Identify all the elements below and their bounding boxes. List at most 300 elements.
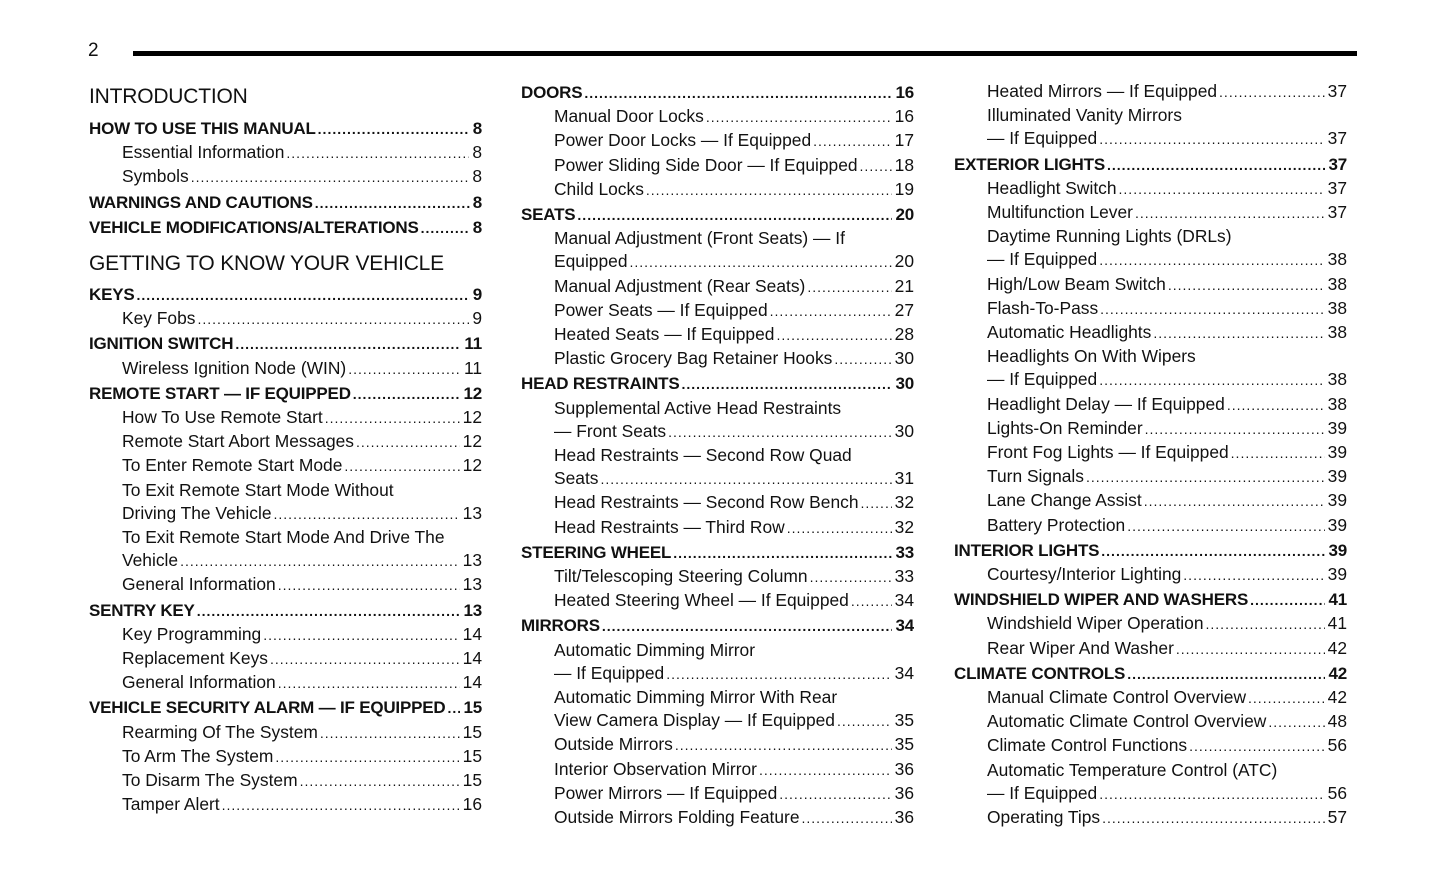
toc-entry-label: Manual Adjustment (Rear Seats)	[554, 275, 806, 296]
toc-subsection-entry[interactable]	[954, 806, 1347, 830]
toc-section-entry[interactable]	[521, 372, 914, 396]
toc-page-number: 14	[462, 623, 482, 644]
toc-entry-label: Essential Information	[122, 142, 285, 163]
toc-page-number: 16	[462, 794, 482, 815]
toc-page-number: 48	[1327, 711, 1347, 732]
toc-page-number: 30	[894, 420, 914, 441]
toc-page-number: 34	[894, 590, 914, 611]
toc-dot-leader	[602, 615, 893, 638]
toc-page-number: 42	[1327, 637, 1347, 658]
toc-dot-leader	[1248, 687, 1325, 710]
toc-page-number: 39	[1327, 466, 1347, 487]
toc-subsection-entry[interactable]	[521, 639, 914, 662]
toc-subsection-entry[interactable]	[521, 782, 914, 806]
toc-subsection-entry[interactable]	[521, 420, 914, 444]
toc-dot-leader	[300, 770, 460, 793]
toc-page-number: 56	[1327, 735, 1347, 756]
toc-subsection-entry[interactable]	[89, 307, 482, 331]
toc-entry-label: INTERIOR LIGHTS	[954, 540, 1100, 560]
toc-dot-leader	[1135, 202, 1325, 225]
toc-subsection-entry[interactable]	[954, 759, 1347, 782]
toc-dot-leader	[263, 624, 459, 647]
toc-entry-label: General Information	[122, 672, 276, 693]
toc-entry-label: DOORS	[521, 83, 583, 102]
toc-column-2	[521, 80, 914, 830]
toc-entry-label: — If Equipped	[987, 128, 1098, 149]
toc-page-number: 11	[464, 334, 482, 354]
toc-dot-leader	[770, 300, 892, 323]
toc-dot-leader	[197, 600, 461, 623]
toc-page-number: 38	[1327, 297, 1347, 318]
toc-page-number: 15	[462, 770, 482, 791]
toc-dot-leader	[851, 590, 892, 613]
toc-entry-label: Power Sliding Side Door — If Equipped	[554, 154, 858, 175]
toc-entry-label: KEYS	[89, 285, 135, 305]
toc-dot-leader	[356, 431, 460, 454]
toc-entry-label: Climate Control Functions	[987, 735, 1188, 756]
toc-entry-label: Rear Wiper And Washer	[987, 637, 1174, 658]
toc-dot-leader	[275, 746, 459, 769]
toc-page-number: 21	[894, 275, 914, 296]
toc-subsection-entry[interactable]	[521, 227, 914, 250]
toc-dot-leader	[1268, 711, 1324, 734]
toc-entry-label: Headlight Delay — If Equipped	[987, 393, 1225, 414]
toc-entry-label: HEAD RESTRAINTS	[521, 374, 680, 394]
toc-section-entry[interactable]	[521, 614, 914, 638]
toc-subsection-entry[interactable]	[521, 397, 914, 420]
toc-dot-leader	[787, 517, 892, 540]
toc-entry-label: Symbols	[122, 166, 189, 187]
toc-subsection-entry[interactable]	[954, 345, 1347, 368]
toc-page-number: 38	[1327, 249, 1347, 270]
toc-page-number: 18	[894, 154, 914, 175]
toc-entry-label: WINDSHIELD WIPER AND WASHERS	[954, 590, 1249, 610]
toc-subsection-entry[interactable]	[954, 248, 1347, 272]
toc-dot-leader	[1183, 564, 1324, 587]
toc-dot-leader	[1099, 369, 1324, 392]
toc-subsection-entry[interactable]	[89, 479, 482, 502]
toc-subsection-entry[interactable]	[89, 406, 482, 430]
toc-chapter-heading: GETTING TO KNOW YOUR VEHICLE	[89, 252, 444, 276]
toc-dot-leader	[1189, 735, 1325, 758]
toc-subsection-entry[interactable]	[89, 793, 482, 817]
header-rule	[133, 51, 1357, 56]
toc-dot-leader	[274, 503, 460, 526]
toc-entry-label: How To Use Remote Start	[122, 407, 323, 428]
toc-dot-leader	[197, 308, 469, 331]
toc-subsection-entry[interactable]	[89, 549, 482, 573]
toc-page-number: 39	[1327, 417, 1347, 438]
toc-dot-leader	[180, 550, 460, 573]
toc-subsection-entry[interactable]	[954, 177, 1347, 201]
toc-dot-leader	[1127, 515, 1324, 538]
toc-dot-leader	[1227, 394, 1325, 417]
toc-section-entry[interactable]	[89, 191, 482, 215]
toc-subsection-entry[interactable]	[89, 769, 482, 793]
toc-entry-label: Lights-On Reminder	[987, 417, 1143, 438]
toc-page-number: 13	[462, 574, 482, 595]
toc-page-number: 12	[462, 431, 482, 452]
toc-entry-label: Rearming Of The System	[122, 721, 318, 742]
toc-entry-label: Vehicle	[122, 550, 179, 571]
toc-page-number: 20	[894, 251, 914, 272]
toc-subsection-entry[interactable]	[89, 454, 482, 478]
toc-page-number: 32	[894, 492, 914, 513]
toc-subsection-entry[interactable]	[521, 105, 914, 129]
toc-dot-leader	[630, 251, 892, 274]
toc-entry-label: Turn Signals	[987, 466, 1084, 487]
toc-dot-leader	[191, 166, 470, 189]
toc-entry-label: Automatic Climate Control Overview	[987, 711, 1267, 732]
toc-page-number: 15	[463, 698, 482, 718]
toc-subsection-entry[interactable]	[89, 573, 482, 597]
toc-page-number: 41	[1328, 590, 1347, 610]
toc-subsection-entry[interactable]	[954, 80, 1347, 104]
toc-subsection-entry[interactable]	[89, 430, 482, 454]
toc-subsection-entry[interactable]	[521, 444, 914, 467]
toc-entry-label: Key Fobs	[122, 308, 196, 329]
toc-page-number: 8	[472, 166, 482, 187]
toc-entry-label: Seats	[554, 468, 599, 489]
toc-column-3	[954, 80, 1347, 830]
toc-entry-label: Illuminated Vanity Mirrors	[987, 105, 1182, 126]
toc-dot-leader	[1100, 298, 1325, 321]
toc-subsection-entry[interactable]	[89, 526, 482, 549]
toc-dot-leader	[1099, 783, 1324, 806]
toc-entry-label: Plastic Grocery Bag Retainer Hooks	[554, 348, 833, 369]
toc-subsection-entry[interactable]	[954, 637, 1347, 661]
toc-dot-leader	[278, 672, 460, 695]
toc-entry-label: Head Restraints — Second Row Quad	[554, 445, 852, 466]
toc-subsection-entry[interactable]	[954, 273, 1347, 297]
toc-subsection-entry[interactable]	[954, 201, 1347, 225]
toc-entry-label: Power Seats — If Equipped	[554, 299, 768, 320]
toc-subsection-entry[interactable]	[521, 250, 914, 274]
toc-page-number: 42	[1327, 687, 1347, 708]
toc-page-number: 13	[462, 502, 482, 523]
toc-entry-label: To Exit Remote Start Mode And Drive The	[122, 527, 445, 548]
toc-dot-leader	[1119, 178, 1325, 201]
toc-entry-label: Equipped	[554, 251, 628, 272]
toc-entry-label: Manual Door Locks	[554, 106, 704, 127]
toc-page-number: 20	[895, 205, 914, 225]
toc-subsection-entry[interactable]	[521, 516, 914, 540]
toc-dot-leader	[447, 697, 460, 720]
toc-page-number: 16	[895, 83, 914, 102]
toc-subsection-entry[interactable]	[89, 623, 482, 647]
toc-section-entry[interactable]	[954, 662, 1347, 686]
toc-entry-label: EXTERIOR LIGHTS	[954, 154, 1105, 174]
toc-dot-leader	[834, 348, 891, 371]
toc-subsection-entry[interactable]	[521, 347, 914, 371]
toc-section-entry[interactable]	[521, 541, 914, 565]
toc-entry-label: General Information	[122, 574, 276, 595]
toc-page-number: 35	[894, 734, 914, 755]
toc-subsection-entry[interactable]	[521, 178, 914, 202]
toc-subsection-entry[interactable]	[521, 491, 914, 515]
toc-subsection-entry[interactable]	[521, 758, 914, 782]
toc-dot-leader	[1231, 442, 1325, 465]
toc-dot-leader	[776, 324, 891, 347]
toc-subsection-entry[interactable]	[89, 745, 482, 769]
toc-entry-label: REMOTE START — IF EQUIPPED	[89, 383, 351, 403]
toc-subsection-entry[interactable]	[521, 154, 914, 178]
toc-page-number: 30	[894, 348, 914, 369]
toc-dot-leader	[813, 130, 892, 153]
toc-subsection-entry[interactable]	[89, 502, 482, 526]
toc-page-number: 38	[1327, 369, 1347, 390]
toc-subsection-entry[interactable]	[521, 589, 914, 613]
toc-subsection-entry[interactable]	[954, 368, 1347, 392]
toc-entry-label: Heated Seats — If Equipped	[554, 324, 775, 345]
toc-subsection-entry[interactable]	[954, 489, 1347, 513]
toc-entry-label: Headlight Switch	[987, 177, 1117, 198]
toc-dot-leader	[584, 82, 892, 105]
toc-dot-leader	[320, 722, 460, 745]
toc-subsection-entry[interactable]	[89, 141, 482, 165]
toc-subsection-entry[interactable]	[954, 441, 1347, 465]
toc-dot-leader	[860, 155, 892, 178]
toc-entry-label: STEERING WHEEL	[521, 542, 672, 562]
toc-subsection-entry[interactable]	[954, 563, 1347, 587]
toc-page-number: 12	[463, 383, 482, 403]
toc-entry-label: Flash-To-Pass	[987, 297, 1099, 318]
toc-section-entry[interactable]	[521, 203, 914, 227]
toc-entry-label: High/Low Beam Switch	[987, 273, 1166, 294]
toc-page-number: 8	[472, 192, 482, 212]
toc-subsection-entry[interactable]	[89, 671, 482, 695]
toc-entry-label: Remote Start Abort Messages	[122, 431, 354, 452]
toc-subsection-entry[interactable]	[954, 734, 1347, 758]
toc-dot-leader	[222, 794, 460, 817]
toc-page-number: 41	[1327, 613, 1347, 634]
toc-section-entry[interactable]	[89, 117, 482, 141]
toc-entry-label: Outside Mirrors	[554, 734, 673, 755]
toc-section-entry[interactable]	[89, 332, 482, 356]
toc-dot-leader	[666, 663, 891, 686]
toc-dot-leader	[577, 204, 892, 227]
toc-dot-leader	[325, 407, 460, 430]
toc-subsection-entry[interactable]	[521, 662, 914, 686]
toc-dot-leader	[1086, 466, 1325, 489]
toc-subsection-entry[interactable]	[954, 782, 1347, 806]
toc-page-number: 30	[895, 374, 914, 394]
toc-entry-label: Front Fog Lights — If Equipped	[987, 442, 1229, 463]
toc-entry-label: — If Equipped	[987, 249, 1098, 270]
toc-page-number: 12	[462, 455, 482, 476]
toc-page-number: 36	[894, 782, 914, 803]
toc-entry-label: Head Restraints — Third Row	[554, 516, 785, 537]
toc-dot-leader	[1219, 81, 1325, 104]
toc-page-number: 17	[894, 130, 914, 151]
toc-dot-leader	[1099, 249, 1324, 272]
toc-dot-leader	[270, 648, 460, 671]
toc-entry-label: CLIMATE CONTROLS	[954, 663, 1126, 683]
toc-dot-leader	[1101, 540, 1325, 563]
toc-page-number: 33	[894, 566, 914, 587]
toc-section-entry[interactable]	[89, 216, 482, 240]
toc-entry-label: VEHICLE MODIFICATIONS/ALTERATIONS	[89, 217, 419, 237]
toc-subsection-entry[interactable]	[954, 297, 1347, 321]
toc-subsection-entry[interactable]	[89, 357, 482, 381]
toc-section-entry[interactable]	[954, 588, 1347, 612]
toc-dot-leader	[1145, 418, 1325, 441]
toc-entry-label: — If Equipped	[987, 369, 1098, 390]
toc-subsection-entry[interactable]	[521, 323, 914, 347]
toc-entry-label: VEHICLE SECURITY ALARM — IF EQUIPPED	[89, 698, 446, 718]
toc-subsection-entry[interactable]	[954, 514, 1347, 538]
toc-dot-leader	[1153, 322, 1324, 345]
toc-entry-label: — Front Seats	[554, 420, 667, 441]
toc-page-number: 11	[463, 357, 482, 378]
toc-dot-leader	[1168, 274, 1325, 297]
toc-dot-leader	[802, 807, 892, 830]
toc-entry-label: WARNINGS AND CAUTIONS	[89, 192, 313, 212]
toc-subsection-entry[interactable]	[521, 709, 914, 733]
toc-dot-leader	[318, 118, 470, 141]
toc-entry-label: Automatic Temperature Control (ATC)	[987, 759, 1278, 780]
toc-page-number: 37	[1327, 128, 1347, 149]
toc-subsection-entry[interactable]	[521, 806, 914, 830]
toc-page-number: 37	[1328, 154, 1347, 174]
toc-dot-leader	[600, 468, 891, 491]
toc-entry-label: Head Restraints — Second Row Bench	[554, 492, 859, 513]
toc-page-number: 38	[1327, 273, 1347, 294]
toc-dot-leader	[675, 734, 892, 757]
toc-entry-label: Headlights On With Wipers	[987, 346, 1196, 367]
toc-subsection-entry[interactable]	[954, 417, 1347, 441]
toc-page-number: 16	[894, 106, 914, 127]
toc-subsection-entry[interactable]	[521, 129, 914, 153]
toc-dot-leader	[646, 179, 892, 202]
toc-subsection-entry[interactable]	[954, 393, 1347, 417]
toc-chapter-heading: INTRODUCTION	[89, 85, 248, 108]
toc-section-entry[interactable]	[89, 696, 482, 720]
toc-entry-label: SENTRY KEY	[89, 600, 195, 620]
toc-dot-leader	[759, 759, 892, 782]
toc-dot-leader	[1107, 154, 1326, 177]
toc-entry-label: Windshield Wiper Operation	[987, 613, 1204, 634]
toc-dot-leader	[1099, 128, 1324, 151]
toc-entry-label: To Arm The System	[122, 745, 274, 766]
toc-section-entry[interactable]	[89, 382, 482, 406]
toc-entry-label: Operating Tips	[987, 807, 1101, 828]
toc-subsection-entry[interactable]	[521, 686, 914, 709]
toc-entry-label: To Enter Remote Start Mode	[122, 455, 343, 476]
toc-entry-label: Manual Adjustment (Front Seats) — If	[554, 228, 845, 249]
toc-section-entry[interactable]	[954, 153, 1347, 177]
toc-entry-label: Automatic Headlights	[987, 322, 1152, 343]
toc-entry-label: Manual Climate Control Overview	[987, 687, 1247, 708]
toc-section-entry[interactable]	[954, 539, 1347, 563]
toc-entry-label: Automatic Dimming Mirror With Rear	[554, 687, 838, 708]
toc-entry-label: IGNITION SWITCH	[89, 334, 234, 354]
toc-entry-label: To Exit Remote Start Mode Without	[122, 479, 394, 500]
toc-page-number: 9	[472, 308, 482, 329]
toc-page-number: 33	[895, 542, 914, 562]
toc-entry-label: Automatic Dimming Mirror	[554, 639, 755, 660]
toc-page-number: 37	[1327, 81, 1347, 101]
toc-dot-leader	[1206, 613, 1325, 636]
toc-page-number: 39	[1327, 564, 1347, 585]
toc-subsection-entry[interactable]	[954, 710, 1347, 734]
toc-section-entry[interactable]	[89, 599, 482, 623]
toc-page-number: 13	[463, 600, 482, 620]
toc-entry-label: MIRRORS	[521, 616, 600, 636]
toc-dot-leader	[421, 217, 470, 240]
toc-entry-label: — If Equipped	[987, 782, 1098, 803]
toc-entry-label: HOW TO USE THIS MANUAL	[89, 119, 316, 138]
toc-dot-leader	[235, 333, 461, 356]
toc-page-number: 56	[1327, 782, 1347, 803]
toc-dot-leader	[1144, 490, 1325, 513]
toc-entry-label: To Disarm The System	[122, 770, 298, 791]
toc-section-entry[interactable]	[521, 81, 914, 105]
toc-page-number: 34	[895, 616, 914, 636]
toc-entry-label: Tamper Alert	[122, 794, 220, 815]
toc-dot-leader	[315, 192, 470, 215]
toc-page-number: 14	[462, 672, 482, 693]
toc-page-number: 37	[1327, 177, 1347, 198]
toc-page-number: 19	[894, 178, 914, 199]
toc-page-number: 36	[894, 807, 914, 828]
toc-subsection-entry[interactable]	[521, 467, 914, 491]
toc-entry-label: Supplemental Active Head Restraints	[554, 397, 842, 418]
toc-page-number: 36	[894, 758, 914, 779]
toc-section-entry[interactable]	[89, 283, 482, 307]
toc-subsection-entry[interactable]	[89, 647, 482, 671]
toc-subsection-entry[interactable]	[521, 733, 914, 757]
toc-page-number: 8	[472, 217, 482, 237]
toc-entry-label: Replacement Keys	[122, 648, 268, 669]
toc-page-number: 28	[894, 324, 914, 345]
toc-entry-label: View Camera Display — If Equipped	[554, 710, 835, 731]
toc-subsection-entry[interactable]	[954, 225, 1347, 248]
toc-entry-label: Outside Mirrors Folding Feature	[554, 807, 800, 828]
toc-entry-label: Power Mirrors — If Equipped	[554, 782, 778, 803]
toc-page-number: 38	[1327, 393, 1347, 414]
toc-column-1	[89, 80, 482, 817]
toc-subsection-entry[interactable]	[954, 321, 1347, 345]
toc-dot-leader	[682, 373, 893, 396]
toc-entry-label: Battery Protection	[987, 514, 1126, 535]
toc-subsection-entry[interactable]	[954, 465, 1347, 489]
toc-entry-label: Child Locks	[554, 178, 644, 199]
toc-subsection-entry[interactable]	[521, 565, 914, 589]
toc-subsection-entry[interactable]	[954, 686, 1347, 710]
toc-dot-leader	[1102, 807, 1325, 830]
toc-subsection-entry[interactable]	[521, 299, 914, 323]
toc-dot-leader	[348, 358, 461, 381]
toc-dot-leader	[137, 284, 470, 307]
toc-subsection-entry[interactable]	[954, 127, 1347, 151]
toc-dot-leader	[1176, 638, 1325, 661]
toc-subsection-entry[interactable]	[521, 275, 914, 299]
toc-page-number: 39	[1327, 442, 1347, 463]
toc-subsection-entry[interactable]	[954, 612, 1347, 636]
toc-dot-leader	[779, 783, 891, 806]
toc-entry-label: SEATS	[521, 205, 576, 225]
toc-subsection-entry[interactable]	[954, 104, 1347, 127]
toc-page-number: 39	[1328, 540, 1347, 560]
toc-page-number: 14	[462, 648, 482, 669]
toc-entry-label: Daytime Running Lights (DRLs)	[987, 226, 1232, 247]
toc-page-number: 9	[472, 285, 482, 305]
toc-entry-label: Key Programming	[122, 623, 262, 644]
toc-page-number: 35	[894, 710, 914, 731]
toc-subsection-entry[interactable]	[89, 721, 482, 745]
toc-subsection-entry[interactable]	[89, 165, 482, 189]
